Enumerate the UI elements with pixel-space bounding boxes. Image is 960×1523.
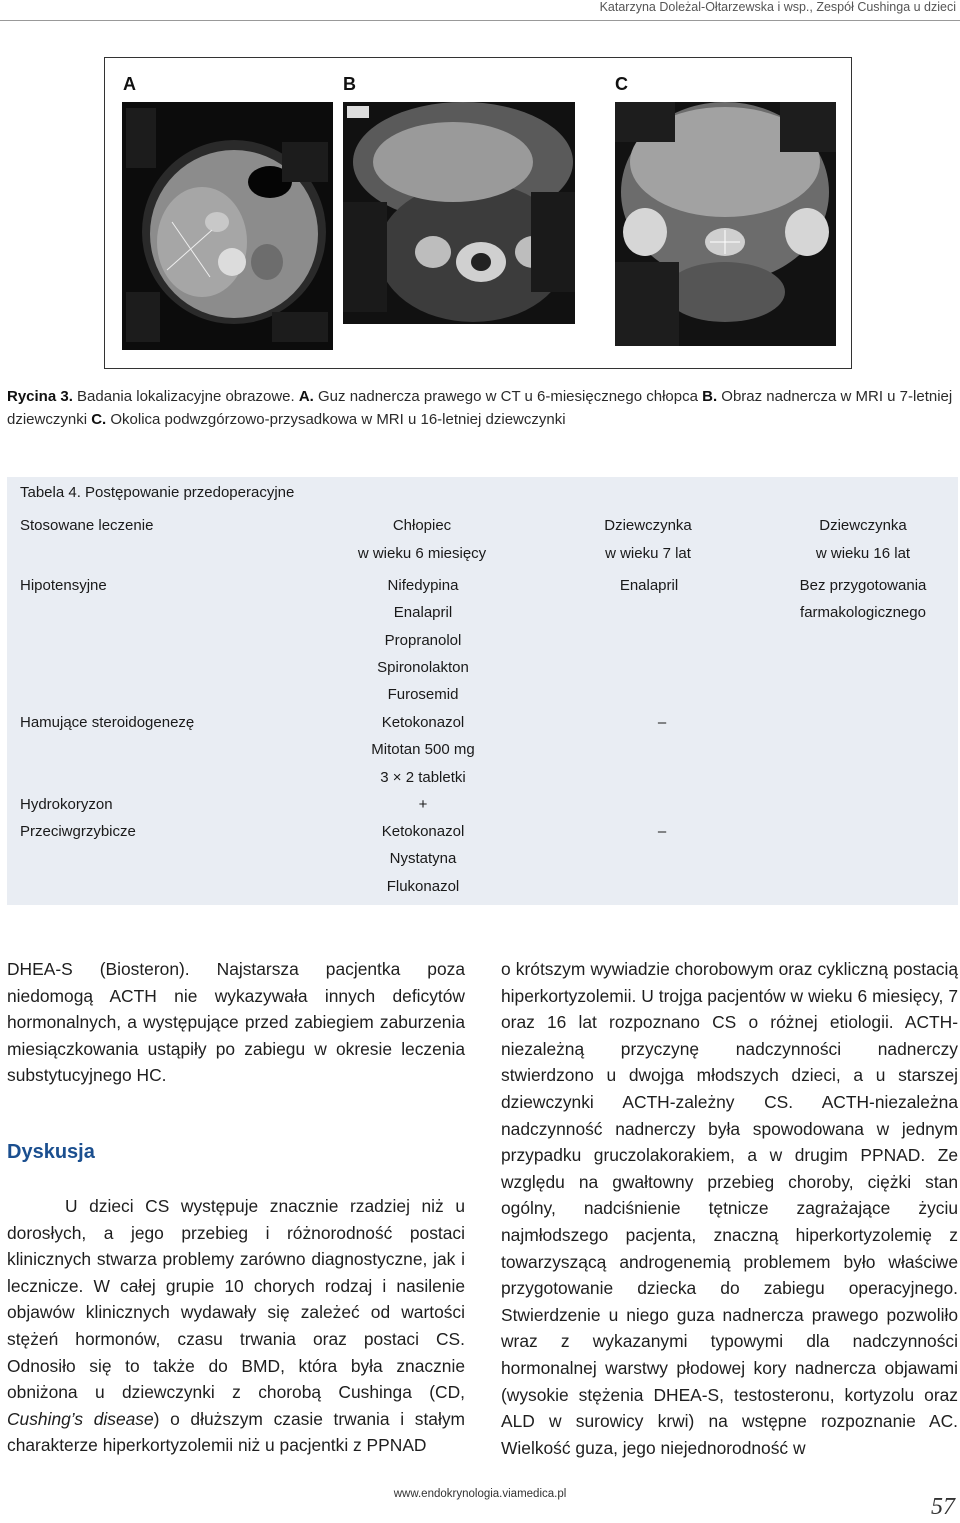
note-line: farmakologicznego xyxy=(800,604,926,622)
treatment-table xyxy=(7,477,958,905)
header-girl16-line1: Dziewczynka xyxy=(819,517,907,534)
drug-item: Ketokonazol xyxy=(381,714,465,731)
row-label-hydrokortyzon: Hydrokoryzon xyxy=(20,796,113,813)
cell-steroidogeneza-girl7: – xyxy=(657,714,667,731)
cell-hipotensyjne-girl16 xyxy=(800,572,927,627)
body-left-para1 xyxy=(7,956,465,1089)
header-girl16 xyxy=(816,512,910,567)
cell-przeciwgrzybicze-girl7: – xyxy=(657,823,667,840)
mri-adrenal-image xyxy=(343,102,575,324)
italic-term: Cushing’s disease xyxy=(7,1408,154,1429)
panel-label-a: A xyxy=(123,74,136,94)
cell-steroidogeneza-boy xyxy=(371,709,474,791)
mri-pituitary-image xyxy=(615,102,836,346)
footer-url: www.endokrynologia.viamedica.pl xyxy=(393,1488,567,1500)
drug-item: Furosemid xyxy=(387,686,459,704)
row-label-przeciwgrzybicze: Przeciwgrzybicze xyxy=(20,823,136,840)
panel-label-b: B xyxy=(343,74,356,94)
running-title: Katarzyna Doleżal-Ołtarzewska i wsp., Zespół Cushinga u dzieci xyxy=(599,0,956,14)
header-girl7-line1: Dziewczynka xyxy=(604,517,692,534)
paragraph-text: U dzieci CS występuje znacznie rzadziej niż u dorosłych, a jego przebieg i różnorodność postaci klinicznych stwarza problemy zarówno diagnostyczne, jak i lecznicze. W całej grupie 10 chorych rodzaj i nasilenie objawów klinicznych wydawały się zależeć od wartości stężeń hormonów, czasu trwania oraz postaci CS. Odnosiło się to także do BMD, która była znacznie obniżona u dziewczynki z chorobą Cushinga (CD, xyxy=(7,1196,465,1403)
figure-caption xyxy=(7,385,957,431)
drug-item: 3 × 2 tabletki xyxy=(380,768,466,786)
caption-label-c: C. xyxy=(91,411,107,428)
page-number: 57 xyxy=(931,1494,955,1520)
paragraph xyxy=(7,1193,465,1459)
drug-item: Nifedypina xyxy=(387,577,459,594)
paragraph-text: ) o dłuższym czasie trwania i stałym charakterze hiperkortyzolemii niż u pacjentki z PPNAD xyxy=(7,1408,466,1456)
drug-item: Ketokonazol xyxy=(381,823,465,840)
cell-hipotensyjne-boy xyxy=(377,572,469,708)
drug-item: Nystatyna xyxy=(389,850,457,868)
section-heading-dyskusja: Dyskusja xyxy=(7,1141,95,1163)
header-treatment: Stosowane leczenie xyxy=(20,517,154,534)
table-title: Tabela 4. Postępowanie przedoperacyjne xyxy=(20,484,295,501)
row-label-steroidogeneza: Hamujące steroidogenezę xyxy=(20,714,195,731)
row-label-hipotensyjne: Hipotensyjne xyxy=(20,577,107,594)
paragraph: o krótszym wywiadzie chorobowym oraz cykliczną postacią hiperkortyzolemii. U trojga pacjentów w wieku 6 miesięcy, 7 oraz 16 lat rozpoznano CS o różnej etiologii. ACTH-niezależną przyczynę nadczynności nadnerczy stwierdzono u dwojga młodszych dzieci, a u starszej dziewczynki ACTH-zależny CS. ACTH-niezależna nadczynność nadnerczy była spowodowana w jednym przypadku gruczolakorakiem, a w drugim PPNAD. Ze względu na gwałtowny przebieg choroby, ciężki stan ogólny, nadciśnienie tętnicze zagrażające życiu najmłodszego pacjenta, znaczną hiperkortyzolemię z towarzyszącą androgenemią problemem było właściwe przygotowanie dziecka do zabiegu operacyjnego. Stwierdzenie u niego guza nadnercza prawego pozwoliło wraz z wykazanymi typowymi dla nadczynności hormonalnej warstwy płodowej kory nadnercza objawami (wysokie stężenia DHEA-S, testosteronu, kortyzolu oraz ALD w surowicy krwi) na wstępne rozpoznanie AC. Wielkość guza, jego niejednorodność w xyxy=(501,959,958,1458)
header-girl7-line2: w wieku 7 lat xyxy=(605,544,691,562)
ct-scan-abdomen-image xyxy=(122,102,333,350)
cell-przeciwgrzybicze-boy xyxy=(382,818,465,900)
caption-text: Badania lokalizacyjne obrazowe. xyxy=(72,388,299,405)
caption-lead: Rycina 3. xyxy=(7,388,73,405)
drug-item: Propranolol xyxy=(384,631,462,649)
caption-text-a: Guz nadnercza prawego w CT u 6-miesięcznego chłopca xyxy=(313,388,703,405)
cell-hipotensyjne-girl7: Enalapril xyxy=(619,577,679,594)
drug-item: Mitotan 500 mg xyxy=(371,741,475,759)
header-divider xyxy=(0,20,960,21)
caption-label-a: A. xyxy=(298,388,314,405)
panel-label-c: C xyxy=(615,74,628,94)
note-line: Bez przygotowania xyxy=(799,577,927,594)
caption-text-b: Obraz nadnercza w MRI u 7-letniej dziewczynki xyxy=(7,388,953,428)
drug-item: Flukonazol xyxy=(386,877,460,895)
drug-item: Spironolakton xyxy=(377,658,469,676)
header-girl7 xyxy=(604,512,692,567)
header-boy xyxy=(358,512,486,567)
header-girl16-line2: w wieku 16 lat xyxy=(815,544,911,562)
cell-hydrokortyzon-boy: + xyxy=(418,796,428,813)
drug-item: Enalapril xyxy=(393,604,453,622)
figure-frame xyxy=(104,57,852,369)
body-right-column xyxy=(501,956,958,1461)
caption-text-c: Okolica podwzgórzowo-przysadkowa w MRI u 16-letniej dziewczynki xyxy=(106,411,566,428)
paragraph: DHEA-S (Biosteron). Najstarsza pacjentka poza niedomogą ACTH nie wykazywała innych deficytów hormonalnych, a występujące przed zabiegiem zaburzenia miesiączkowania ustąpiły po zabiegu w okresie leczenia substytucyjnego HC. xyxy=(7,959,465,1086)
header-boy-line2: w wieku 6 miesięcy xyxy=(357,544,487,562)
caption-label-b: B. xyxy=(702,388,718,405)
header-boy-line1: Chłopiec xyxy=(392,517,452,534)
body-left-para2 xyxy=(7,1193,465,1459)
